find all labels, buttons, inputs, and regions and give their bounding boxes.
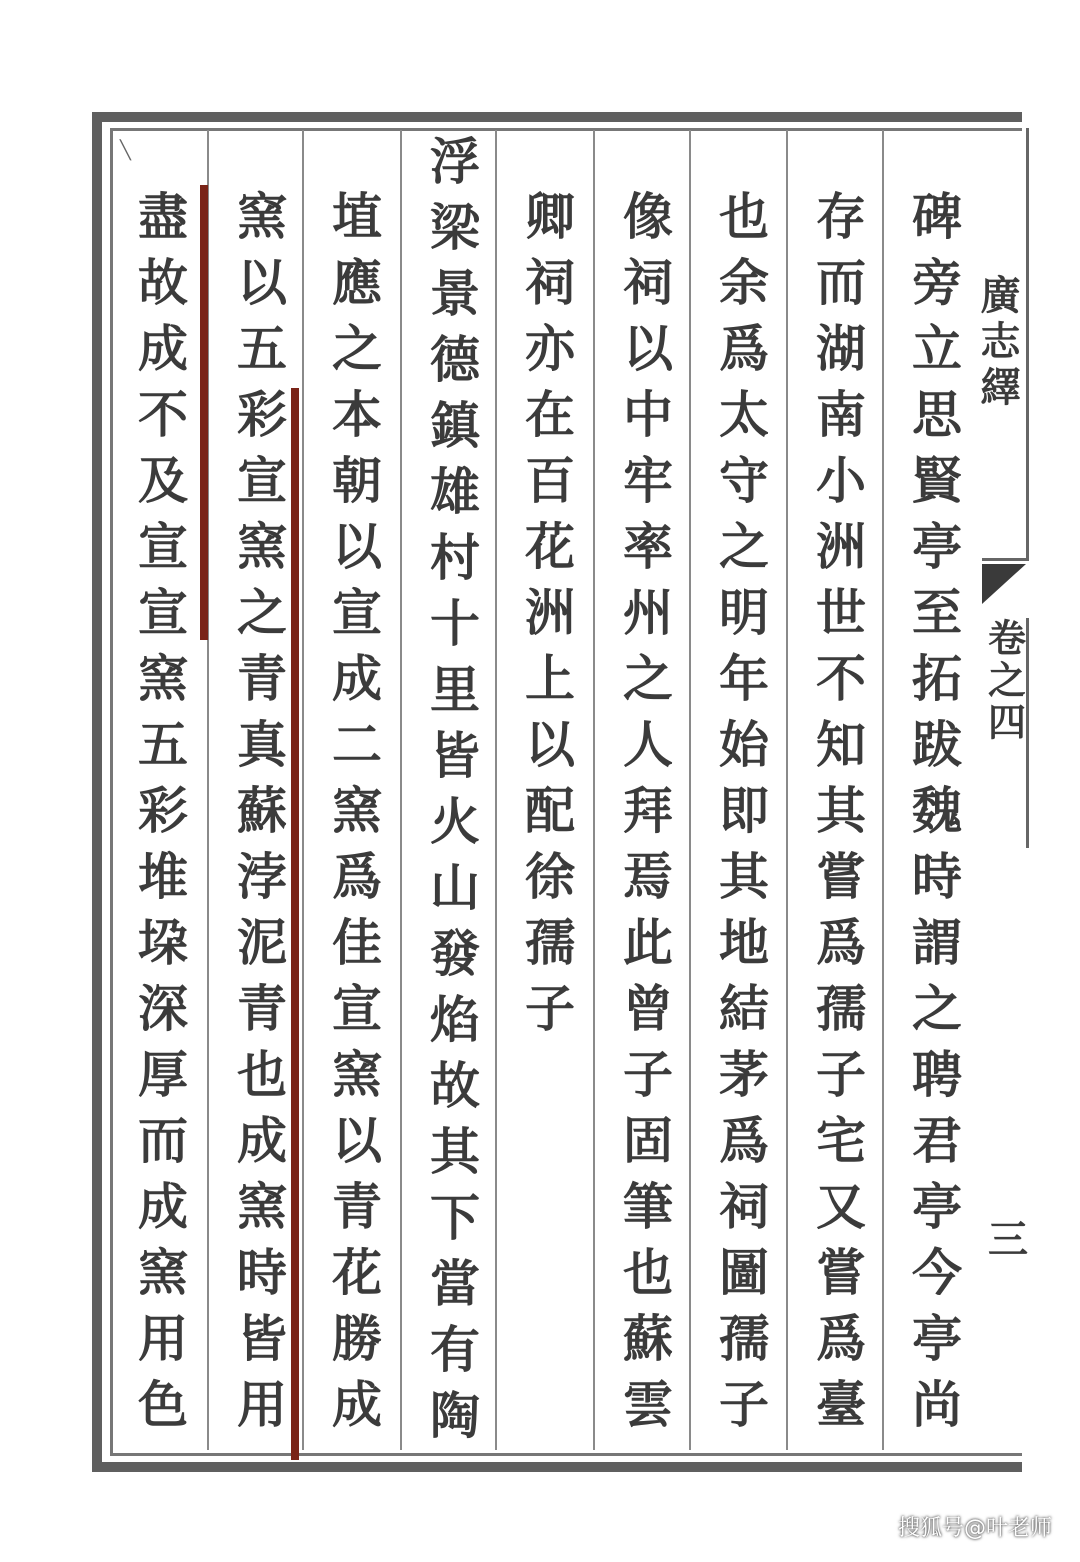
- column-text: 埴應之本朝以宣成二窯爲佳宣窯以青花勝成: [324, 190, 383, 1444]
- column-text: 窯以五彩宣窯之青真蘇浡泥青也成窯時皆用: [229, 190, 288, 1444]
- volume-label: 卷之四: [982, 618, 1029, 848]
- column-text: 存而湖南小洲世不知其嘗爲孺子宅又嘗爲臺: [808, 190, 867, 1444]
- book-title: 廣志繹: [982, 128, 1029, 561]
- corner-mark: ╲: [120, 140, 131, 161]
- highlight-line: [291, 388, 299, 1460]
- text-column-1: [884, 190, 982, 1510]
- column-text: 盡故成不及宣宣窯五彩堆垜深厚而成窯用色: [130, 190, 189, 1444]
- column-text: 浮梁景德鎮雄村十里皆火山發焰故其下當有陶: [422, 135, 481, 1455]
- text-column-9: [110, 190, 208, 1510]
- watermark: 搜狐号@叶老师: [897, 1516, 1052, 1541]
- page-number: 三: [988, 1216, 1028, 1263]
- text-column-4: [595, 190, 693, 1510]
- column-text: 卿祠亦在百花洲上以配徐孺子: [517, 190, 576, 1048]
- fish-tail-mark: [982, 564, 1026, 604]
- text-column-5: [497, 190, 595, 1510]
- highlight-line: [200, 185, 208, 640]
- text-column-3: [691, 190, 789, 1510]
- column-text: 碑旁立思賢亭至拓跋魏時謂之聘君亭今亭尚: [904, 190, 963, 1444]
- text-column-7: [304, 190, 402, 1510]
- column-text: 像祠以中牢率州之人拜焉此曾子固筆也蘇雲: [615, 190, 674, 1444]
- page-margin: [974, 118, 1080, 1448]
- text-column-2: [788, 190, 886, 1510]
- text-column-6: [402, 135, 500, 1455]
- column-text: 也余爲太守之明年始即其地結茅爲祠圖孺子: [711, 190, 770, 1444]
